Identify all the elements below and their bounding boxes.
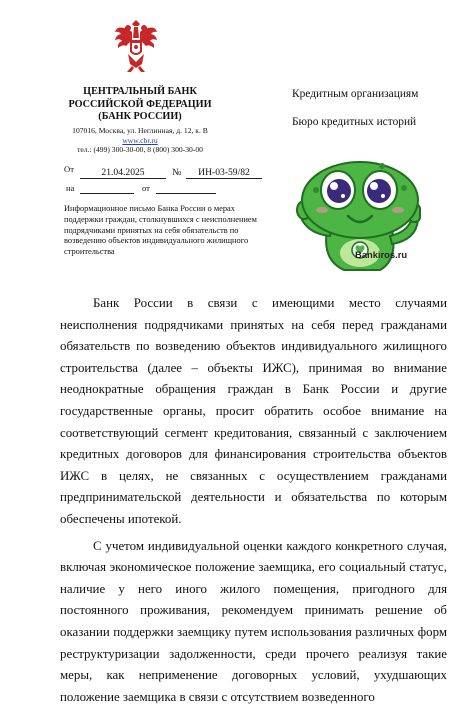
letter-subject: Информационное письмо Банка России о мерах поддержки граждан, столкнувшихся с неисполнением подрядчиками принятых на себя обязательств по возведению объектов индивидуального жилищного строительства [64,204,257,257]
on-number-blank [80,193,134,194]
letter-number: ИН-03-59/82 [186,167,262,179]
number-label: № [172,167,182,178]
body-paragraph-2: С учетом индивидуальной оценки каждого конкретного случая, включая экономическое положение заемщика, его социальный статус, наличие у него иного жилого помещения, пригодного для постоянного проживания, рекомендуем принимать решение об оказании поддержки заемщику путем использования различных форм реструктуризации задолженности, среди прочего реализуя такие меры, как неприменение договорных условий, ухудшающих положение заемщика в связи с отсутствием возведенного [60,538,447,704]
from2-label: от [142,183,150,193]
postal-address: 107016, Москва, ул. Неглинная, д. 12, к. В [72,126,208,135]
watermark-brand-label: Bankiros.ru [355,249,408,260]
recipient-credit-bureaus: Бюро кредитных историй [292,116,417,128]
on-label: на [66,183,75,193]
letter-date: 21.04.2025 [80,167,166,179]
from-label: От [64,164,74,174]
bank-name-line-2: РОССИЙСКОЙ ФЕДЕРАЦИИ [68,98,212,110]
from-date-blank [156,193,216,194]
double-headed-eagle-emblem [113,18,159,74]
recipient-credit-organizations: Кредитным организациям [292,88,419,100]
bank-name-block [40,86,240,124]
body-paragraph-1: Банк России в связи с имеющими место случаями неисполнения подрядчиками принятых на себя перед гражданами обязательств по возведению объектов индивидуального жилищного строительства (далее – объекты ИЖС), принимая во внимание неоднократные обращения граждан в Банк России и другие государственные органы, просит обратить особое внимание на соответствующий сегмент кредитования, связанный с заключением кредитных договоров для финансирования строительства объектов ИЖС в целях, не связанных с осуществлением гражданами предпринимательской деятельности и обязательства по которым обеспечены ипотекой. [60,296,447,526]
letter-body [60,293,447,713]
bank-name-line-1: ЦЕНТРАЛЬНЫЙ БАНК [83,86,197,97]
bank-name-line-3: (БАНК РОССИИ) [98,111,182,122]
phone-numbers: тел.: (499) 300-30-00, 8 (800) 300-30-00 [77,145,203,155]
address-block [40,126,240,155]
website-link[interactable]: www.cbr.ru [122,135,158,145]
